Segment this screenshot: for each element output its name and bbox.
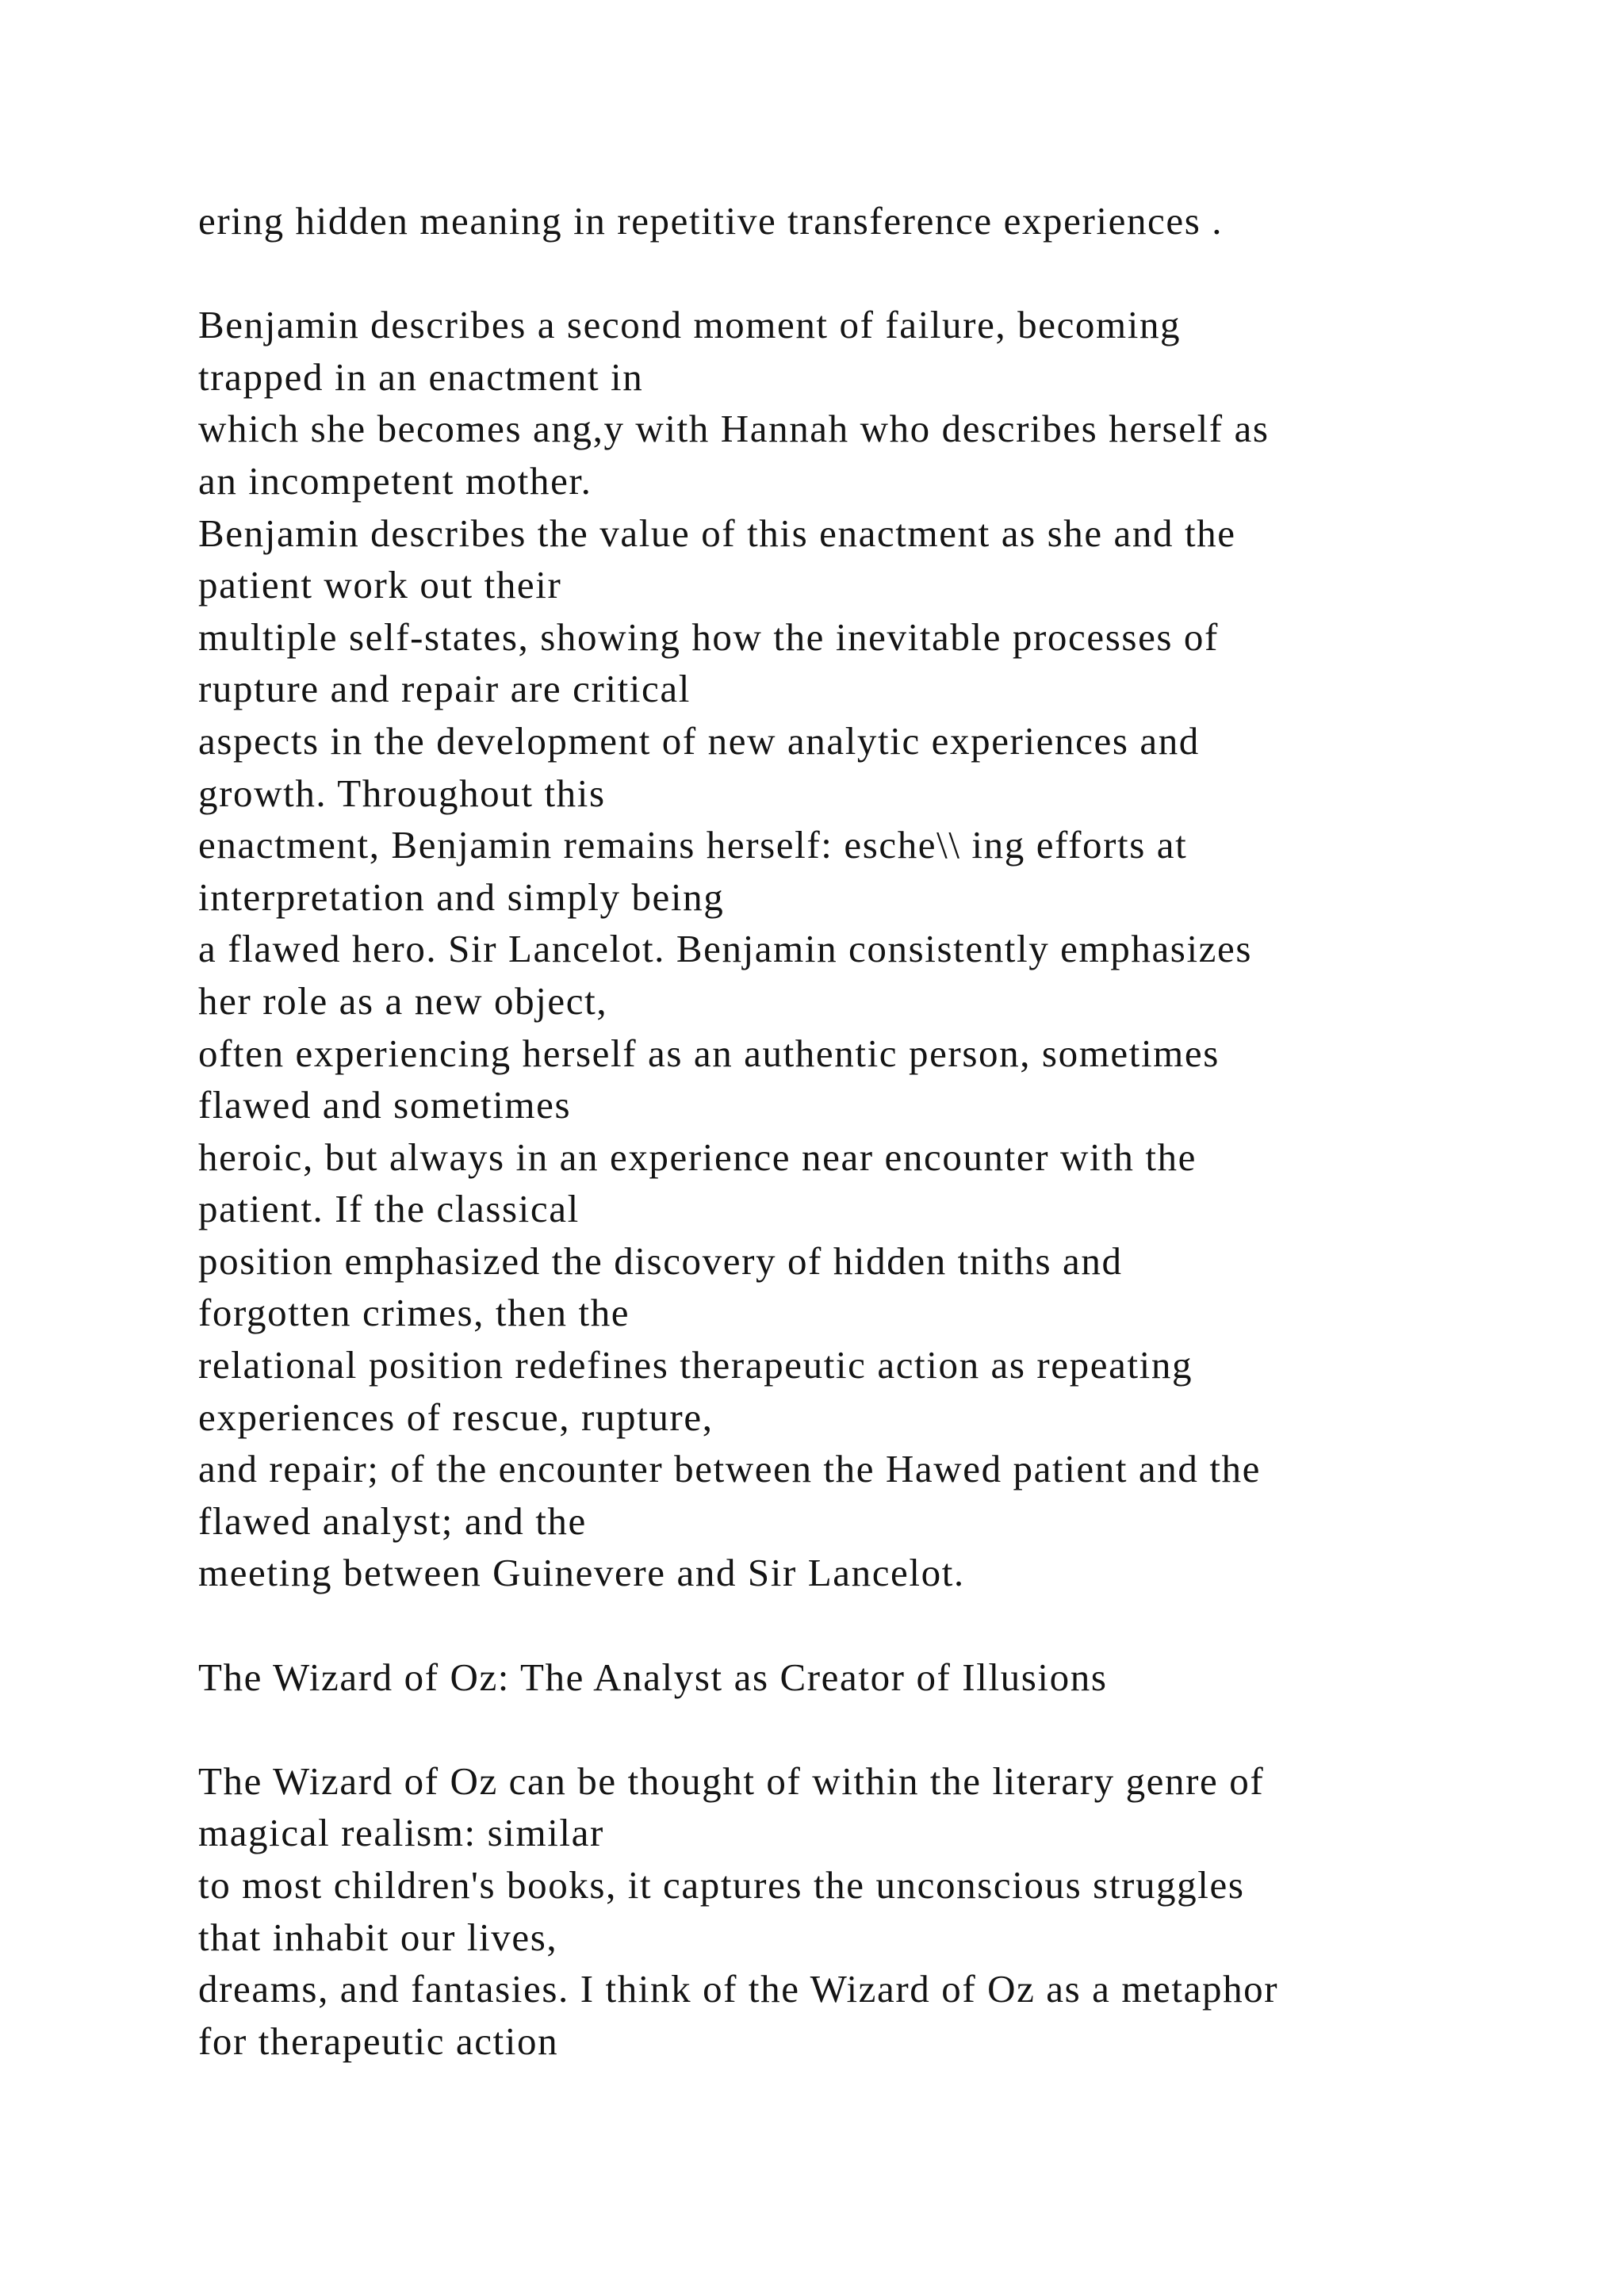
text-line: often experiencing herself as an authentic person, sometimes: [198, 1031, 1220, 1075]
text-line: growth. Throughout this: [198, 771, 606, 815]
text-line: position emphasized the discovery of hidden tniths and: [198, 1238, 1123, 1283]
section-heading-text: The Wizard of Oz: The Analyst as Creator of Illusions: [198, 1655, 1108, 1699]
text-line: that inhabit our lives,: [198, 1915, 558, 1959]
paragraph-gap: [198, 1703, 1546, 1755]
text-line: Benjamin describes a second moment of failure, becoming: [198, 303, 1182, 347]
text-line: trapped in an enactment in: [198, 354, 644, 399]
text-line: multiple self-states, showing how the inevitable processes of: [198, 614, 1219, 659]
text-line: her role as a new object,: [198, 978, 608, 1023]
text-line: magical realism: similar: [198, 1811, 604, 1855]
text-line: for therapeutic action: [198, 2019, 559, 2063]
text-line: interpretation and simply being: [198, 874, 725, 919]
section-heading: [198, 1651, 1546, 1704]
text-line: ering hidden meaning in repetitive transference experiences .: [198, 199, 1224, 243]
paragraph-gap: [198, 247, 1546, 300]
paragraph-1: [198, 195, 1546, 247]
text-line: meeting between Guinevere and Sir Lancelot.: [198, 1551, 965, 1595]
text-line: which she becomes ang,y with Hannah who describes herself as: [198, 407, 1270, 451]
document-body: [198, 195, 1546, 2067]
paragraph-3: [198, 1755, 1546, 2068]
paragraph-gap: [198, 1599, 1546, 1651]
text-line: patient work out their: [198, 563, 562, 607]
text-line: dreams, and fantasies. I think of the Wizard of Oz as a metaphor: [198, 1967, 1279, 2011]
text-line: rupture and repair are critical: [198, 667, 691, 711]
text-line: to most children's books, it captures the unconscious struggles: [198, 1863, 1245, 1907]
text-line: patient. If the classical: [198, 1187, 580, 1231]
text-line: relational position redefines therapeutic action as repeating: [198, 1343, 1193, 1387]
text-line: flawed and sometimes: [198, 1083, 572, 1127]
text-line: a flawed hero. Sir Lancelot. Benjamin consistently emphasizes: [198, 927, 1253, 971]
paragraph-2: [198, 299, 1546, 1599]
text-line: Benjamin describes the value of this enactment as she and the: [198, 511, 1236, 555]
text-line: The Wizard of Oz can be thought of within the literary genre of: [198, 1758, 1265, 1803]
text-line: heroic, but always in an experience near encounter with the: [198, 1135, 1197, 1179]
text-line: and repair; of the encounter between the Hawed patient and the: [198, 1447, 1261, 1491]
text-line: enactment, Benjamin remains herself: esche\\ ing efforts at: [198, 823, 1188, 867]
text-line: flawed analyst; and the: [198, 1498, 587, 1543]
text-line: experiences of rescue, rupture,: [198, 1395, 714, 1439]
text-line: aspects in the development of new analytic experiences and: [198, 718, 1200, 763]
text-line: an incompetent mother.: [198, 458, 592, 503]
text-line: forgotten crimes, then the: [198, 1291, 630, 1335]
